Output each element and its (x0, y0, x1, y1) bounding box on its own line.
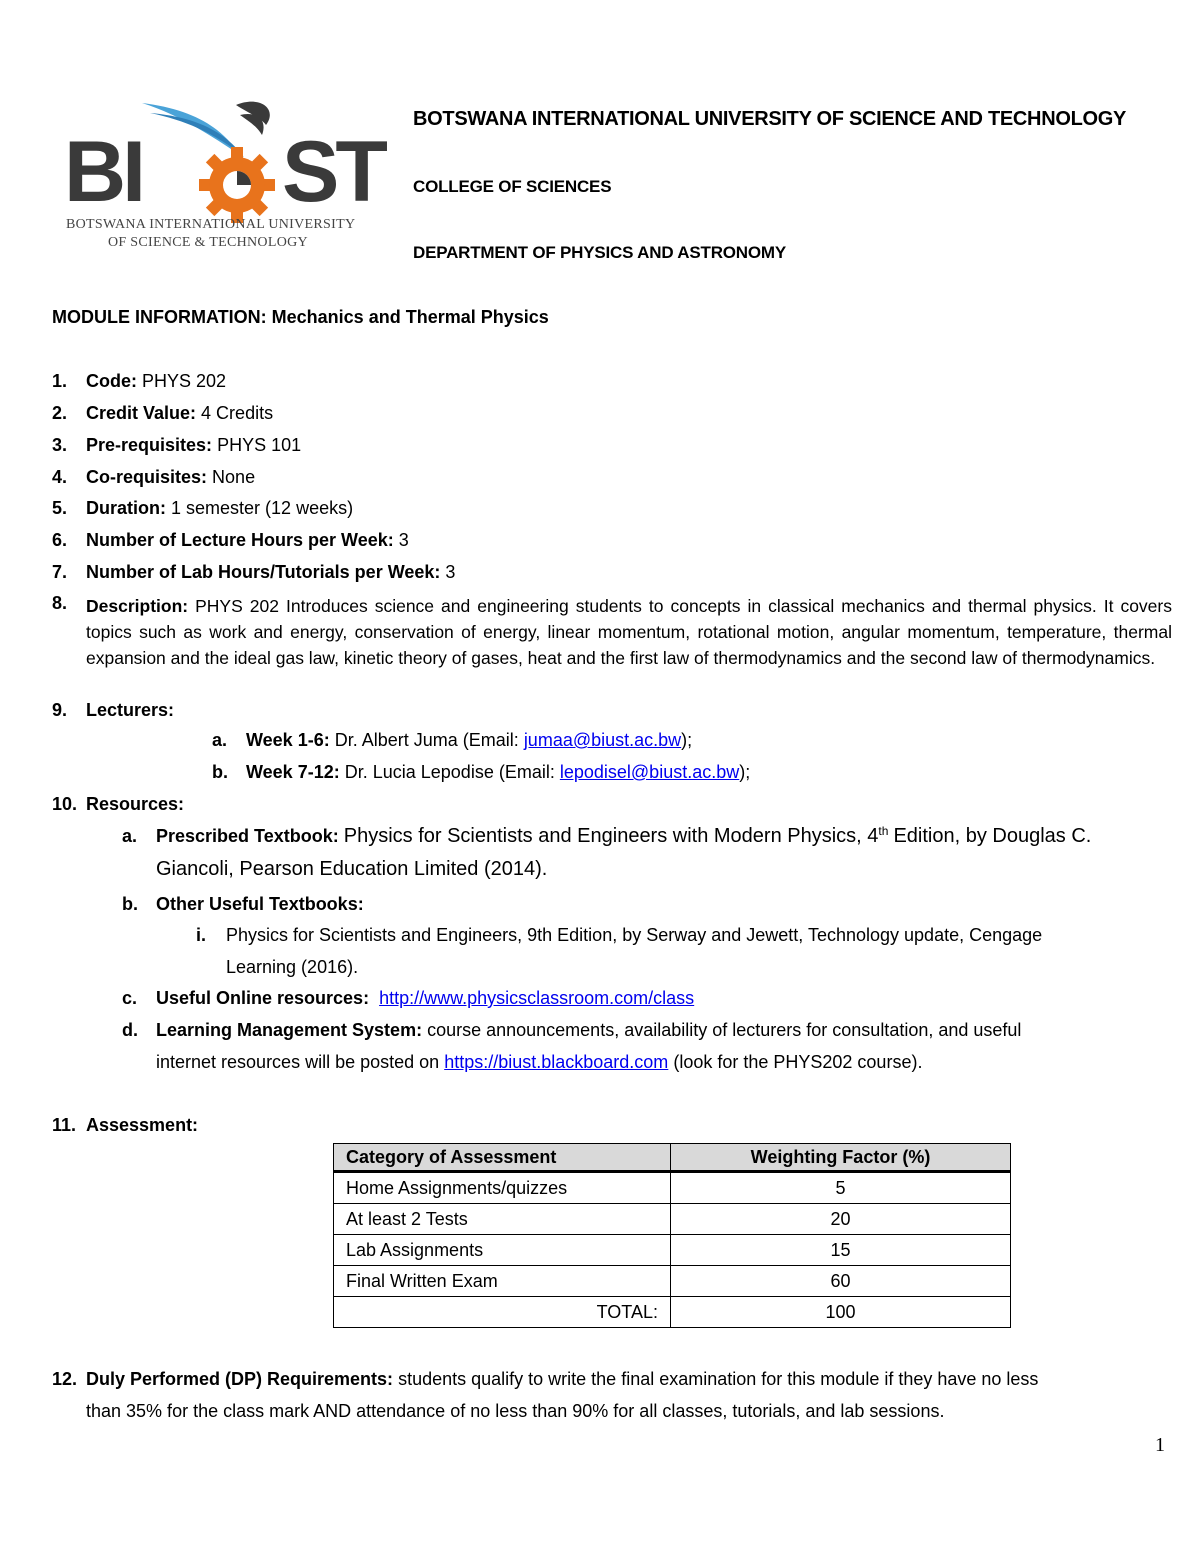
list-letter: b. (122, 894, 138, 914)
item-label: Credit Value: (86, 403, 197, 423)
resource-b-i (196, 925, 1042, 946)
lecturer-a (212, 730, 692, 751)
list-letter: d. (122, 1020, 138, 1040)
item-label: Resources: (86, 794, 185, 814)
table-row (334, 1172, 1011, 1204)
table-row (334, 1266, 1011, 1297)
resource-d-line2 (156, 1052, 922, 1073)
item-number: 11. (52, 1115, 77, 1135)
lms-description-end: (look for the PHYS202 course). (673, 1052, 923, 1072)
table-cell: 20 (671, 1204, 1011, 1235)
logo-gear-icon (197, 145, 277, 225)
textbook-author: Edition, by Douglas C. (893, 825, 1092, 847)
item-corequisites (52, 467, 255, 488)
page-number: 1 (1155, 1434, 1165, 1456)
item-label: Code: (86, 371, 137, 391)
textbook-entry-line2: Learning (2016). (226, 957, 359, 977)
logo-letters-left: BI (64, 124, 142, 220)
textbook-publisher: Giancoli, Pearson Education Limited (2014). (156, 858, 548, 880)
resource-label: Other Useful Textbooks: (156, 894, 364, 914)
logo-subtitle-line1: BOTSWANA INTERNATIONAL UNIVERSITY (66, 217, 356, 232)
description-text: PHYS 202 Introduces science and engineering students to concepts in classical mechanics and thermal physics. It covers topics such as work and energy, conservation of energy, linear momentum, rotational motion, angular momentum, temperature, thermal expansion and the ideal gas law, kinetic theory of gases, heat and the first law of thermodynamics and the second law of thermodynamics. (86, 596, 1172, 668)
punctuation: ); (681, 730, 693, 750)
list-letter: b. (212, 762, 228, 782)
dp-text: students qualify to write the final examination for this module if they have no less (398, 1369, 1039, 1389)
table-cell: 15 (671, 1235, 1011, 1266)
item-value: 3 (398, 530, 409, 550)
item-number: 4. (52, 467, 68, 487)
item-number: 7. (52, 562, 68, 582)
item-value: 4 Credits (201, 403, 274, 423)
item-duration (52, 498, 353, 519)
item-label: Number of Lab Hours/Tutorials per Week: (86, 562, 441, 582)
item-number: 2. (52, 403, 68, 423)
module-title: Mechanics and Thermal Physics (271, 307, 549, 327)
textbook-title: Physics for Scientists and Engineers with Modern Physics, 4 (343, 825, 879, 847)
lecturer-email-link[interactable]: lepodisel@biust.ac.bw (559, 762, 740, 782)
resource-c (122, 988, 694, 1009)
item-label: Description: (86, 596, 189, 616)
table-cell: Lab Assignments (334, 1235, 671, 1266)
logo-letters-right: ST (282, 124, 384, 220)
item-label: Pre-requisites: (86, 435, 213, 455)
module-label: MODULE INFORMATION: (52, 307, 267, 327)
item-label: Duly Performed (DP) Requirements: (86, 1369, 394, 1389)
assessment-table (333, 1143, 1011, 1328)
lecturer-week-label: Week 1-6: (246, 730, 330, 750)
item-number: 1. (52, 371, 68, 391)
physics-classroom-link[interactable]: http://www.physicsclassroom.com/class (379, 988, 695, 1008)
superscript: th (878, 824, 889, 838)
item-dp-requirements (52, 1369, 1038, 1390)
list-letter: a. (122, 826, 138, 846)
lecturer-name: Dr. Albert Juma (Email: (334, 730, 519, 750)
resource-d (122, 1020, 1021, 1041)
table-header: Weighting Factor (%) (671, 1144, 1011, 1172)
dp-text-line2: than 35% for the class mark AND attendance of no less than 90% for all classes, tutorials, and lab sessions. (86, 1401, 945, 1421)
table-total-row (334, 1297, 1011, 1328)
item-resources (52, 794, 184, 815)
item-number: 3. (52, 435, 68, 455)
item-assessment (52, 1115, 198, 1136)
item-prerequisites (52, 435, 301, 456)
table-total-value: 100 (671, 1297, 1011, 1328)
item-value: 3 (445, 562, 456, 582)
module-heading (52, 307, 549, 328)
resource-label: Prescribed Textbook: (156, 826, 339, 846)
blackboard-link[interactable]: https://biust.blackboard.com (444, 1052, 669, 1072)
item-number: 6. (52, 530, 68, 550)
item-lecture-hours (52, 530, 409, 551)
item-code (52, 371, 226, 392)
college-name: COLLEGE OF SCIENCES (413, 177, 612, 196)
lecturer-name: Dr. Lucia Lepodise (Email: (344, 762, 555, 782)
table-total-label: TOTAL: (334, 1297, 671, 1328)
logo-subtitle-line2: OF SCIENCE & TECHNOLOGY (108, 235, 308, 250)
table-cell: Final Written Exam (334, 1266, 671, 1297)
item-value: 1 semester (12 weeks) (171, 498, 354, 518)
resource-b (122, 894, 364, 915)
biust-logo (60, 95, 384, 255)
lms-description: course announcements, availability of lecturers for consultation, and useful (427, 1020, 1022, 1040)
resource-label: Useful Online resources: (156, 988, 370, 1008)
table-header-row (334, 1144, 1011, 1172)
punctuation: ); (739, 762, 751, 782)
resource-a (122, 824, 1091, 848)
list-numeral: i. (196, 925, 207, 945)
resource-label: Learning Management System: (156, 1020, 423, 1040)
lecturer-b (212, 762, 750, 783)
list-letter: a. (212, 730, 228, 750)
table-row (334, 1235, 1011, 1266)
item-label: Duration: (86, 498, 166, 518)
item-number: 8. (52, 593, 68, 613)
table-cell: 60 (671, 1266, 1011, 1297)
item-label: Co-requisites: (86, 467, 208, 487)
department-name: DEPARTMENT OF PHYSICS AND ASTRONOMY (413, 243, 786, 262)
item-lab-hours (52, 562, 455, 583)
item-lecturers (52, 700, 174, 721)
university-name: BOTSWANA INTERNATIONAL UNIVERSITY OF SCIENCE AND TECHNOLOGY (413, 108, 1127, 130)
lms-description-cont: internet resources will be posted on (156, 1052, 440, 1072)
lecturer-email-link[interactable]: jumaa@biust.ac.bw (523, 730, 682, 750)
table-cell: 5 (671, 1172, 1011, 1204)
table-cell: At least 2 Tests (334, 1204, 671, 1235)
lecturer-week-label: Week 7-12: (246, 762, 340, 782)
item-description (86, 593, 1172, 671)
item-credit-value (52, 403, 273, 424)
item-number: 5. (52, 498, 68, 518)
table-cell: Home Assignments/quizzes (334, 1172, 671, 1204)
item-number: 10. (52, 794, 78, 814)
textbook-entry: Physics for Scientists and Engineers, 9th Edition, by Serway and Jewett, Technology update, Cengage (226, 925, 1043, 945)
item-number: 12. (52, 1369, 78, 1389)
item-value: PHYS 101 (217, 435, 302, 455)
table-row (334, 1204, 1011, 1235)
table-header: Category of Assessment (334, 1144, 671, 1172)
item-label: Number of Lecture Hours per Week: (86, 530, 394, 550)
item-label: Lecturers: (86, 700, 175, 720)
list-letter: c. (122, 988, 138, 1008)
item-number: 9. (52, 700, 68, 720)
item-value: PHYS 202 (142, 371, 227, 391)
item-label: Assessment: (86, 1115, 199, 1135)
item-value: None (212, 467, 256, 487)
